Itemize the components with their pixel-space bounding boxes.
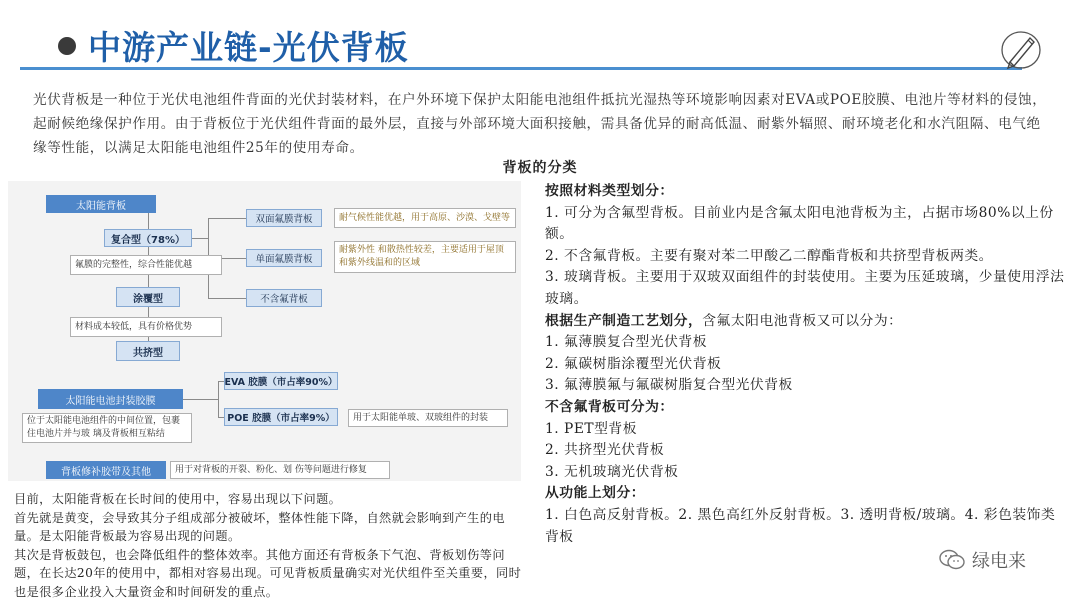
watermark-text: 绿电来 bbox=[972, 551, 1026, 572]
wechat-icon bbox=[938, 548, 966, 572]
note-double-fluor: 耐气候性能优越，用于高原、沙漠、戈壁等 bbox=[334, 208, 516, 228]
connector-line bbox=[208, 218, 246, 219]
note-composite: 氟膜的完整性，综合性能优越 bbox=[70, 255, 222, 275]
node-poe-film: POE 胶膜（市占率9%） bbox=[224, 408, 338, 426]
list-item: 2. 氟碳树脂涂覆型光伏背板 bbox=[545, 355, 722, 372]
connector-line bbox=[192, 238, 208, 239]
title-bullet bbox=[58, 37, 76, 55]
classification-diagram bbox=[8, 181, 521, 481]
node-coextrusion: 共挤型 bbox=[116, 341, 180, 361]
heading-by-material: 按照材料类型划分： bbox=[545, 183, 674, 199]
problems-line: 首先就是黄变，会导致其分子组成部分被破坏，整体性能下降，自然就会影响到产生的电量。是太阳能背板最为容易出现的问题。 bbox=[14, 510, 505, 543]
list-item: 2. 共挤型光伏背板 bbox=[545, 442, 665, 459]
connector-line bbox=[148, 275, 149, 287]
problems-line: 其次是背板鼓包，也会降低组件的整体效率。其他方面还有背板条下气泡、背板划伤等问题，在长达20年的使用中，都相对容易出现。可见背板质量确实对光伏组件至关重要，同时也是很多企业投入大量资金和时间研发的重点。 bbox=[14, 547, 522, 599]
list-item: 2. 不含氟背板。主要有聚对苯二甲酸乙二醇酯背板和共挤型背板两类。 bbox=[545, 247, 993, 264]
node-encapsulation-film: 太阳能电池封装胶膜 bbox=[38, 389, 183, 409]
heading-by-process-tail: 含氟太阳电池背板又可以分为： bbox=[702, 312, 903, 329]
list-item: 3. 玻璃背板。主要用于双玻双面组件的封装使用。主要为压延玻璃，少量使用浮法玻璃。 bbox=[545, 269, 1065, 307]
watermark bbox=[938, 546, 1058, 574]
list-item: 1. 白色高反射背板。2. 黑色高红外反射背板。3. 透明背板/玻璃。4. 彩色装饰类背板 bbox=[545, 506, 1056, 545]
node-no-fluor: 不含氟背板 bbox=[246, 289, 322, 307]
node-single-fluor: 单面氟膜背板 bbox=[246, 249, 322, 267]
problems-text bbox=[14, 490, 524, 601]
pen-icon bbox=[1000, 28, 1042, 72]
note-single-fluor: 耐紫外性 和散热性较差，主要适用于屋顶和紫外线温和的区域 bbox=[334, 241, 516, 273]
node-repair-tape: 背板修补胶带及其他 bbox=[46, 461, 166, 479]
heading-by-function: 从功能上划分： bbox=[545, 485, 646, 502]
connector-line bbox=[183, 399, 218, 400]
connector-line bbox=[148, 247, 149, 255]
note-repair: 用于对背板的开裂、粉化、划 伤等问题进行修复 bbox=[170, 461, 390, 479]
node-composite: 复合型（78%） bbox=[104, 229, 192, 247]
list-item: 1. PET型背板 bbox=[545, 420, 637, 437]
note-coating: 材料成本较低，具有价格优势 bbox=[70, 317, 222, 337]
heading-by-process-bold: 根据生产制造工艺划分， bbox=[545, 312, 703, 329]
node-double-fluor: 双面氟膜背板 bbox=[246, 209, 322, 227]
node-coating: 涂覆型 bbox=[116, 287, 180, 307]
intro-paragraph: 光伏背板是一种位于光伏电池组件背面的光伏封装材料，在户外环境下保护太阳能电池组件抵抗光湿热等环境影响因素对EVA或POE胶膜、电池片等材料的侵蚀，起耐候绝缘保护作用。由于背板位于光伏组件背面的最外层，直接与外部环境大面积接触，需具备优异的耐高低温、耐紫外辐照、耐环境老化和水汽阻隔、电气绝缘等性能，以满足太阳能电池组件25年的使用寿命。 bbox=[33, 92, 1047, 156]
note-encapsulation: 位于太阳能电池组件的中间位置，包裹住电池片并与玻 璃及背板相互粘结 bbox=[22, 413, 192, 443]
classification-list bbox=[545, 181, 1065, 548]
list-item: 1. 氟薄膜复合型光伏背板 bbox=[545, 334, 708, 351]
connector-line bbox=[218, 381, 219, 417]
node-solar-backsheet: 太阳能背板 bbox=[46, 195, 156, 213]
list-item: 3. 氟薄膜氟与氟碳树脂复合型光伏背板 bbox=[545, 377, 793, 394]
list-item: 1. 可分为含氟型背板。目前业内是含氟太阳电池背板为主，占据市场80%以上份额。 bbox=[545, 204, 1054, 243]
connector-line bbox=[208, 298, 246, 299]
heading-by-process bbox=[545, 311, 1065, 333]
heading-non-fluor: 不含氟背板可分为： bbox=[545, 398, 674, 415]
title-underline bbox=[20, 67, 1022, 70]
classification-title: 背板的分类 bbox=[502, 160, 578, 176]
connector-line bbox=[148, 213, 149, 229]
node-eva-film: EVA 胶膜（市占率90%） bbox=[224, 372, 338, 390]
problems-line: 目前，太阳能背板在长时间的使用中，容易出现以下问题。 bbox=[14, 492, 342, 506]
list-item: 3. 无机玻璃光伏背板 bbox=[545, 463, 679, 480]
note-poe: 用于太阳能单玻、双玻组件的封装 bbox=[348, 409, 508, 427]
page-title: 中游产业链-光伏背板 bbox=[88, 28, 409, 67]
